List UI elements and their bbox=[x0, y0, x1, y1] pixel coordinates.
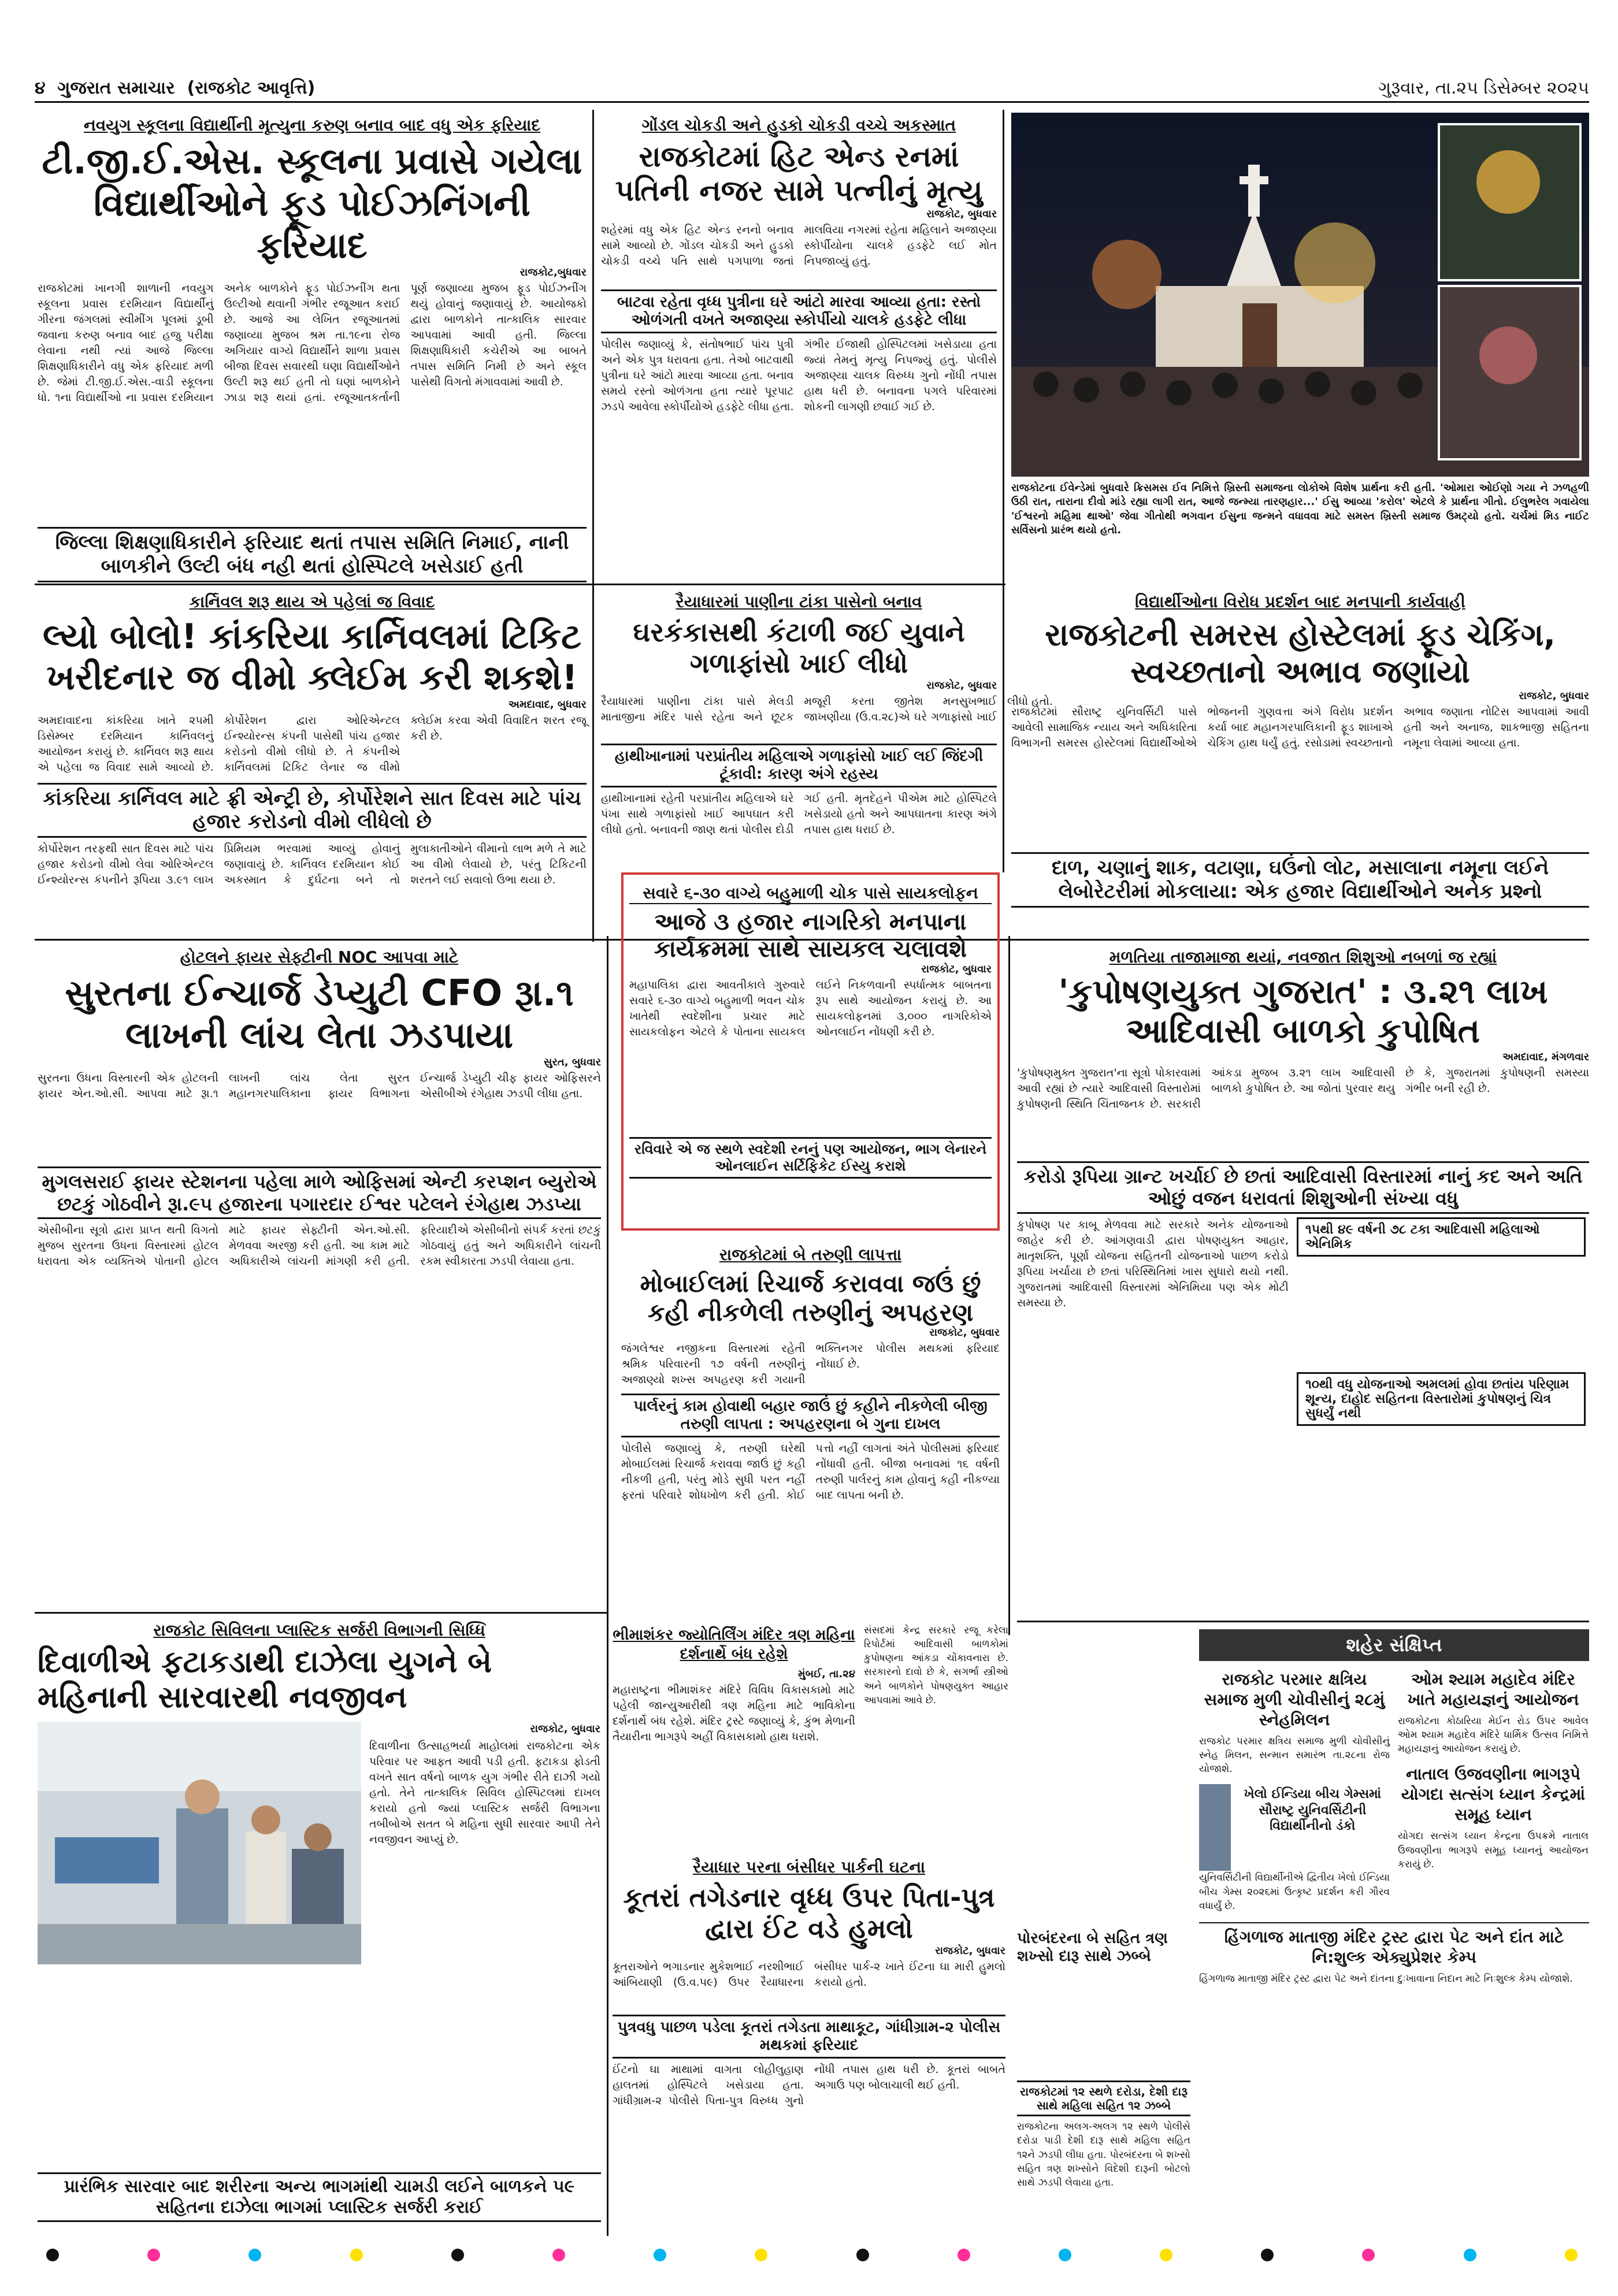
article-body-2: એસીબીના સૂત્રો દ્વારા પ્રાપ્ત થતી વિગતો મુજબ સુરતના ઉધના વિસ્તારમાં હોટલ ધરાવતા એક વ્યક્તિએ પોતાની હોટલ માટે ફાયર સેફ્ટીની એન.ઓ.સી. મેળવવા અરજી કરી હતી. આ કામ માટે અધિકારીએ લાંચની માંગણી કરી હતી. ફરિયાદીએ એસીબીનો સંપર્ક કરતાં છટકું ગોઠવાયું હતું અને અધિકારીને લાંચની રકમ સ્વીકારતા ઝડપી લેવાયા હતા. bbox=[38, 1224, 601, 1268]
column-rule bbox=[592, 110, 594, 942]
article-body: કૂતરાઓને ભગાડનાર મુકેશભાઈ નરશીભાઈ આંબિયાણી (ઉ.વ.૫૯) ઉપર રૈયાધારના બંસીધર પાર્ક-૨ ખાતે ઈંટના ઘા મારી હુમલો કરાયો હતો. bbox=[613, 1960, 1005, 1989]
registration-dot bbox=[755, 2249, 767, 2261]
masthead bbox=[35, 75, 1589, 103]
box-title: ૧૫થી ૪૯ વર્ષની ૭૮ ટકા આદિવાસી મહિલાઓ એનિમિક bbox=[1297, 1217, 1586, 1257]
subheadline: રાજકોટમાં ૧૨ સ્થળે દરોડા, દેશી દારૂ સાથે મહિલા સહિત ૧૨ ઝબ્બે bbox=[1017, 2080, 1190, 2116]
subheadline: જિલ્લા શિક્ષણાધિકારીને ફરિયાદ થતાં તપાસ સમિતિ નિમાઈ, નાની બાળકીને ઉલ્ટી બંધ નહી થતાં હોસ્પિટલે ખસેડાઈ હતી bbox=[38, 527, 587, 582]
christmas-photo-block bbox=[1011, 113, 1589, 581]
article-body-2: પોલીસ જણાવ્યું કે, સંતોષભાઈ પાંચ પુત્રી અને એક પુત્ર ધરાવતા હતા. તેઓ બાટવાથી પુત્રીના ઘરે આંટો મારવા આવ્યા હતા. બનાવ સમયે રસ્તો ઓળંગતા હતા ત્યારે પૂરપાટ ઝડપે આવેલા સ્કોર્પીયોએ હડફેટે લીધા હતા. ગંભીર ઈજાથી હોસ્પિટલમાં ખસેડાયા હતા જ્યાં તેમનું મૃત્યુ નિપજ્યું હતું. પોલીસે અજાણ્યા ચાલક વિરુધ્ધ ગુનો નોંધી તપાસ હાથ ધરી છે. બનાવના પગલે પરિવારમાં શોકની લાગણી છવાઈ ગઈ છે. bbox=[601, 338, 997, 414]
story-liquor-raids bbox=[864, 1623, 1008, 1849]
subheadline: પાર્લરનું કામ હોવાથી બહાર જાઉં છું કહીને નીકળેલી બીજી તરુણી લાપતા : અપહરણના બે ગુના દાખલ bbox=[621, 1394, 1000, 1437]
article-body: સુરતના ઉધના વિસ્તારની એક હોટલની ફાયર એન.ઓ.સી. આપવા માટે રૂા.૧ લાખની લાંચ લેતા સુરત મહાનગરપાલિકાના ફાયર વિભાગના ઈન્ચાર્જ ડેપ્યુટી ચીફ ફાયર ઓફિસરને એસીબીએ રંગેહાથ ઝડપી લીધા હતા. bbox=[38, 1072, 601, 1101]
brief-item-title[interactable]: નાતાલ ઉજવણીના ભાગરૂપે યોગદા સત્સંગ ધ્યાન કેન્દ્રમાં સમૂહ ધ્યાન bbox=[1401, 1764, 1586, 1825]
subheadline: કરોડો રૂપિયા ગ્રાન્ટ ખર્ચાઈ છે છતાં આદિવાસી વિસ્તારમાં નાનું કદ અને અતિ ઓછું વજન ધરાવતાં શિશુઓની સંખ્યા વધુ bbox=[1017, 1161, 1589, 1214]
edition-label: (રાજકોટ આવૃત્તિ) bbox=[187, 78, 316, 98]
headline[interactable]: દિવાળીએ ફટાકડાથી દાઝેલા યુગને બે મહિનાની સારવારથી નવજીવન bbox=[38, 1645, 492, 1715]
brief-item-title[interactable]: રાજકોટ પરમાર ક્ષત્રિય સમાજ મુળી ચોવીસીનું ૨૮મું સ્નેહમિલન bbox=[1204, 1670, 1385, 1729]
headline[interactable]: 'કુપોષણયુક્ત ગુજરાત' : ૩.૨૧ લાખ આદિવાસી બાળકો કુપોષિત bbox=[1058, 972, 1548, 1051]
subheadline: દાળ, ચણાનું શાક, વટાણા, ઘઉંનો લોટ, મસાલાના નમૂના લઈને લેબોરેટરીમાં મોકલાયા: એક હજાર વિદ્યાર્થીઓને અનેક પ્રશ્નો bbox=[1011, 852, 1589, 908]
registration-dot bbox=[147, 2249, 160, 2261]
brief-item-title[interactable]: ઓમ શ્યામ મહાદેવ મંદિર ખાતે મહાયજ્ઞનું આયોજન bbox=[1407, 1670, 1579, 1709]
article-body: રાજકોટના અલગ-અલગ ૧૨ સ્થળે પોલીસે દરોડા પાડી દેશી દારૂ સાથે મહિલા સહિત ૧૨ને ઝડપી લીધા હતા. પોરબંદરના બે શખ્સો સહિત ત્રણ શખ્સોને વિદેશી દારૂની બોટલો સાથે ઝડપી લેવાયા હતા. bbox=[1017, 2121, 1190, 2189]
story-missing-teens bbox=[621, 1242, 1000, 1618]
article-body: રાજકોટમાં ખાનગી શાળાની નવયુગ સ્કૂલના પ્રવાસ દરમિયાન વિદ્યાર્થીનું ગીરના જંગલમાં સ્વીમીંગ પૂલમાં ડૂબી જવાના કરુણ બનાવ બાદ હજુ પરીક્ષા લેવાના નથી ત્યાં આજે જિલ્લા શિક્ષણાધિકારીને વધુ એક ફરિયાદ મળી છે. જેમાં ટી.જી.ઈ.એસ.-વાડી સ્કૂલના ધો. ૧ના વિદ્યાર્થીઓ ના પ્રવાસ દરમિયાન અનેક બાળકોને ફૂડ પોઈઝનીંગ થતા ઉલ્ટીઓ થવાની ગંભીર રજૂઆત કરાઈ છે. આજે આ લેખિત રજૂઆતમાં જણાવ્યા મુજબ શ્રમ તા.૧૯ના રોજ અગિયાર વાગ્યે વિદ્યાર્થીને શાળા પ્રવાસ બીજા દિવસ સવારથી ઘણા વિદ્યાર્થીઓને ઉલ્ટી શરૂ થઈ હતી તો ઘણાં બાળકોને ઝાડા શરૂ થયાં હતાં. રજૂઆતકર્તાની પૂર્ણ જણાવ્યા મુજબ ફૂડ પોઈઝનીંગ થયું હોવાનું જણાવાયું છે. આયોજકો દ્વારા બાળકોને તાત્કાલિક સારવાર આપવામાં આવી હતી. જિલ્લા શિક્ષણાધિકારી કચેરીએ આ બાબતે તપાસ સમિતિ નિમી છે અને સ્કૂલ પાસેથી વિગતો મંગાવવામાં આવી છે. bbox=[38, 282, 587, 404]
column-rule bbox=[607, 936, 608, 2236]
headline[interactable]: રાજકોટમાં હિટ એન્ડ રનમાં પતિની નજર સામે પત્નીનું મૃત્યુ bbox=[615, 140, 983, 207]
brief-item-title[interactable]: હિંગળાજ માતાજી મંદિર ટ્રસ્ટ દ્વારા પેટ અને દાંત માટે નિ:શુલ્ક એક્યુપ્રેશર કેમ્પ bbox=[1199, 1922, 1589, 1967]
article-body-2: કોર્પોરેશન તરફથી સાત દિવસ માટે પાંચ હજાર કરોડનો વીમો લેવા ઓરિએન્ટલ ઈન્શ્યોરન્સ કંપનીને રૂપિયા ૩.૯૧ લાખ પ્રિમિયમ ભરવામાં આવ્યું હોવાનું જણાવાયું છે. કાર્નિવલ દરમિયાન કોઈ અકસ્માત કે દુર્ઘટના બને તો મુલાકાતીઓને વીમાનો લાભ મળે તે માટે આ વીમો લેવાયો છે, પરંતુ ટિકિટની શરતને લઈ સવાલો ઉભા થયા છે. bbox=[38, 842, 587, 887]
church-photo bbox=[1011, 113, 1589, 477]
headline[interactable]: રાજકોટની સમરસ હોસ્ટેલમાં ફૂડ ચેકિંગ, સ્વચ્છતાનો અભાવ જણાયો bbox=[1045, 616, 1556, 690]
dateline: રાજકોટ, બુધવાર bbox=[530, 1722, 600, 1735]
photo-caption: રાજકોટના ઈવેન્ડેમાં બુધવારે ક્રિસમસ ઈવ નિમિત્તે ખ્રિસ્તી સમાજના લોકોએ વિશેષ પ્રાર્થના કરી હતી. 'ઓમારા ઓઈણો ગયા ને ઝળહળી ઉઠી રાત, તારાના દીવો માંડે રહ્યા લાગી રાત, આજે જન્મ્યા તારણહાર...' ઈસુ આવ્યા 'કરોલ' એટલે કે પ્રાર્થના ગીતો. ઈલુભરેલ ગવાયેલા 'ઈશ્વરનો મહિમા થાઓ' જેવા ગીતોથી ભગવાન ઈસુના જન્મને વધાવવા માટે સમસ્ત ખ્રિસ્તી સમાજ ઉમટ્યો હતો. ચર્ચમાં મિડ નાઈટ સર્વિસનો પ્રારંભ થયો હતો. bbox=[1011, 482, 1589, 536]
story-suicide-raiyadhar bbox=[601, 589, 1053, 867]
article-body: 'કુપોષણમુક્ત ગુજરાત'ના સૂત્રો પોકારવામાં આવી રહ્યાં છે ત્યારે આદિવાસી વિસ્તારોમાં કુપોષણની સ્થિતિ ચિંતાજનક છે. સરકારી આંકડા મુજબ ૩.૨૧ લાખ આદિવાસી બાળકો કુપોષિત છે. આ જોતાં પુરવાર થયુ છે કે, ગુજરાતમાં કુપોષણની સમસ્યા ગંભીર બની રહી છે. bbox=[1017, 1066, 1589, 1110]
kicker: નવયુગ સ્કૂલના વિદ્યાર્થીની મૃત્યુના કરુણ બનાવ બાદ વધુ એક ફરિયાદ bbox=[83, 116, 541, 135]
headline[interactable]: ટી.જી.ઈ.એસ. સ્કૂલના પ્રવાસે ગયેલા વિદ્યાર્થીઓને ફૂડ પોઈઝનિંગની ફરિયાદ bbox=[42, 140, 582, 267]
headline[interactable]: પોરબંદરના બે સહિત ત્રણ શખ્સો દારૂ સાથે ઝબ્બે bbox=[1017, 1930, 1168, 1965]
kicker: હોટલને ફાયર સેફ્ટીની NOC આપવા માટે bbox=[180, 948, 459, 967]
dateline: અમદાવાદ, મંગળવાર bbox=[1502, 1050, 1589, 1063]
story-porbandar-liquor bbox=[1017, 1629, 1190, 2236]
article-body: મહાપાલિકા દ્વારા આવતીકાલે ગુરુવારે સવારે ૬-૩૦ વાગ્યે બહુમાળી ભવન ચોક ખાતેથી સ્વદેશીના પ્રચાર માટે સાયકલોફન એટલે કે પોતાના સાયકલ લઈને નિકળવાની સ્પર્ધાત્મક બાબતના રૂપ સાથે આયોજન કરાયું છે. આ સાયકલોફનમાં ૩,૦૦૦ નાગરિકોએ ઓનલાઈન નોંધણી કરી છે. bbox=[629, 979, 992, 1039]
athlete-photo bbox=[1199, 1784, 1231, 1871]
church-illustration bbox=[1011, 113, 1589, 477]
story-plastic-surgery bbox=[38, 1618, 601, 2242]
headline[interactable]: લ્યો બોલો! કાંકરિયા કાર્નિવલમાં ટિકિટ ખરીદનાર જ વીમો ક્લેઈમ કરી શકશે! bbox=[42, 616, 582, 698]
kicker: રૈયાધારમાં પાણીના ટાંકા પાસેનો બનાવ bbox=[676, 592, 922, 611]
brief-item-body: યોગદા સત્સંગ ધ્યાન કેન્દ્રના ઉપક્રમે નાતાલ ઉજવણીના ભાગરૂપે સમૂહ ધ્યાનનું આયોજન કરાયું છે. bbox=[1398, 1830, 1589, 1870]
registration-dot bbox=[1565, 2249, 1578, 2261]
subheadline: પ્રારંભિક સારવાર બાદ શરીરના અન્ય ભાગમાંથી ચામડી લઈને બાળકને ૫૯ સહિતના દાઝેલા ભાગમાં પ્લાસ્ટિક સર્જરી કરાઈ bbox=[38, 2172, 601, 2222]
registration-dot bbox=[1059, 2249, 1071, 2261]
registration-dot bbox=[552, 2249, 565, 2261]
registration-dot bbox=[350, 2249, 363, 2261]
section-rule bbox=[35, 584, 1005, 585]
registration-dot bbox=[1362, 2249, 1375, 2261]
brief-title: શહેર સંક્ષિપ્ત bbox=[1199, 1629, 1589, 1661]
article-body: શહેરમાં વધુ એક હિટ એન્ડ રનનો બનાવ સામે આવ્યો છે. ગોંડલ ચોકડી અને હુડકો ચોકડી વચ્ચે પતિ સાથે પગપાળા જતાં માલવિયા નગરમાં રહેતા મહિલાને અજાણ્યા સ્કોર્પીયોના ચાલકે હડફેટે લઈ મોત નિપજાવ્યું હતું. bbox=[601, 224, 997, 268]
column-rule bbox=[1008, 936, 1010, 1635]
story-malnutrition bbox=[1017, 945, 1589, 1615]
story-school-food-poisoning bbox=[38, 113, 587, 581]
city-brief-section bbox=[1199, 1629, 1589, 2242]
story-surat-cfo-bribe bbox=[38, 945, 601, 1609]
registration-dot bbox=[654, 2249, 666, 2261]
article-body-2: પોલીસે જણાવ્યું કે, તરુણી ઘરેથી મોબાઈલમાં રિચાર્જ કરાવવા જાઉં છું કહી નીકળી હતી, પરંતુ મોડે સુધી પરત નહીં ફરતાં પરિવારે શોધખોળ કરી હતી. કોઈ પત્તો નહીં લાગતાં અંતે પોલીસમાં ફરિયાદ નોંધાવી હતી. બીજા બનાવમાં ૧૬ વર્ષની તરુણી પાર્લરનું કામ હોવાનું કહી નીકળ્યા બાદ લાપતા બની છે. bbox=[621, 1442, 1000, 1502]
dateline: રાજકોટ, બુધવાર bbox=[926, 679, 997, 692]
headline[interactable]: કૂતરાં તગેડનાર વૃધ્ધ ઉપર પિતા-પુત્ર દ્વારા ઈંટ વડે હુમલો bbox=[623, 1882, 995, 1945]
kicker: ગોંડલ ચોકડી અને હુડકો ચોકડી વચ્ચે અકસ્માત bbox=[641, 116, 956, 135]
hospital-photo bbox=[38, 1722, 361, 1964]
registration-dot bbox=[1464, 2249, 1476, 2261]
story-hit-and-run bbox=[601, 113, 997, 581]
kicker: રૈયાધાર પરના બંસીધર પાર્કની ઘટના bbox=[692, 1857, 926, 1877]
article-body: મહારાષ્ટ્રના ભીમાશંકર મંદિરે વિવિધ વિકાસકામો માટે પહેલી જાન્યુઆરીથી ત્રણ મહિના માટે ભાવિકોના દર્શનાર્થે બંધ રહેશે. મંદિર ટ્રસ્ટે જણાવ્યું કે, કુંભ મેળાની તૈયારીના ભાગરૂપે અહીં વિકાસકામો હાથ ધરાશે. bbox=[613, 1684, 855, 1743]
subheadline: હાથીખાનામાં પરપ્રાંતીય મહિલાએ ગળાફાંસો ખાઈ લઈ જિંદગી ટૂંકાવી: કારણ અંગે રહસ્ય bbox=[601, 744, 997, 787]
dateline: અમદાવાદ, બુધવાર bbox=[508, 698, 587, 711]
story-samras-hostel bbox=[1011, 589, 1589, 936]
registration-dot bbox=[856, 2249, 869, 2261]
kicker: રાજકોટમાં બે તરુણી લાપત્તા bbox=[719, 1245, 902, 1264]
headline[interactable]: ઘરકંકાસથી કંટાળી જઈ યુવાને ગળાફાંસો ખાઈ લીધો bbox=[633, 616, 965, 679]
dateline: રાજકોટ, બુધવાર bbox=[1519, 690, 1589, 703]
dateline: સુરત, બુધવાર bbox=[543, 1056, 601, 1069]
article-body bbox=[369, 1722, 600, 1964]
print-registration-marks bbox=[46, 2246, 1578, 2264]
column-rule bbox=[1003, 110, 1004, 872]
subheadline: બાટવા રહેતા વૃધ્ધ પુત્રીના ઘરે આંટો મારવા આવ્યા હતા: રસ્તો ઓળંગતી વખતે અજાણ્યા સ્કોર્પીયો ચાલકે હડફેટે લીધા bbox=[601, 289, 997, 333]
box2-title: ૧૦થી વધુ યોજનાઓ અમલમાં હોવા છતાંય પરિણામ શૂન્ય, દાહોદ સહિતના વિસ્તારોમાં કુપોષણનું ચિત્ર સુધર્યું નથી bbox=[1297, 1372, 1586, 1426]
story-dog-attack bbox=[613, 1855, 1005, 2242]
brief-item-body: રાજકોટના કોઠારિયા મેઈન રોડ ઉપર આવેલ ઓમ શ્યામ મહાદેવ મંદિરે ધાર્મિક ઉત્સવ નિમિત્તે મહાયજ્ઞનું આયોજન કરાયું છે. bbox=[1398, 1715, 1589, 1755]
dateline: રાજકોટ, બુધવાર bbox=[921, 963, 992, 976]
article-body-2: હાથીખાનામાં રહેતી પરપ્રાંતીય મહિલાએ ઘરે પંખા સાથે ગળાફાંસો ખાઈ આપઘાત કરી લીધો હતો. બનાવની જાણ થતાં પોલીસ દોડી ગઈ હતી. મૃતદેહને પીએમ માટે હોસ્પિટલે ખસેડાયો હતો અને આપઘાતના કારણ અંગે તપાસ હાથ ધરાઈ છે. bbox=[601, 792, 997, 836]
headline[interactable]: સુરતના ઈન્ચાર્જ ડેપ્યુટી CFO રૂા.૧ લાખની લાંચ લેતા ઝડપાયા bbox=[65, 972, 574, 1057]
registration-dot bbox=[1261, 2249, 1274, 2261]
registration-dot bbox=[1160, 2249, 1172, 2261]
registration-dot bbox=[958, 2249, 970, 2261]
dateline: રાજકોટ, બુધવાર bbox=[929, 1327, 1000, 1339]
dateline: મુંબઈ, તા.૨૪ bbox=[797, 1668, 855, 1680]
kicker: રાજકોટ સિવિલના પ્લાસ્ટિક સર્જરી વિભાગની સિધ્ધિ bbox=[153, 1621, 485, 1640]
brief-item-body: યુનિવર્સિટીની વિદ્યાર્થીનીએ દ્વિતીય ખેલો ઈન્ડિયા બીચ ગેમ્સ ૨૦૨૬માં ઉત્કૃષ્ટ પ્રદર્શન કરી ગૌરવ વધાર્યું છે. bbox=[1199, 1872, 1390, 1912]
article-body: અમદાવાદના કાંકરિયા ખાતે ૨૫મી ડિસેમ્બર દરમિયાન કાર્નિવલનું આયોજન કરાયું છે. કાર્નિવલ શરૂ થાય એ પહેલા જ વિવાદ સામે આવ્યો છે. કોર્પોરેશન દ્વારા ઓરિએન્ટલ ઈન્શ્યોરન્સ કંપની પાસેથી પાંચ હજાર કરોડનો વીમો લીધો છે. તે કંપનીએ કાર્નિવલમાં ટિકિટ લેનાર જ વીમો ક્લેઈમ કરવા એવી વિવાદિત શરત રજૂ કરી છે. bbox=[38, 714, 587, 774]
page-number: ૪ bbox=[35, 78, 46, 98]
brief-item-body: રાજકોટ પરમાર ક્ષત્રિય સમાજ મુળી ચોવીસીનું સ્નેહ મિલન, સન્માન સમારંભ તા.૨૮ના રોજ યોજાશે. bbox=[1199, 1736, 1390, 1775]
headline[interactable]: મોબાઈલમાં રિચાર્જ કરાવવા જઉં છું કહી નીકળેલી તરુણીનું અપહરણ bbox=[640, 1269, 981, 1327]
dateline: રાજકોટ, બુધવાર bbox=[935, 1944, 1005, 1957]
kicker: મળતિયા તાજામાજા થયાં, નવજાત શિશુઓ નબળાં જ રહ્યાં bbox=[1109, 948, 1497, 967]
registration-dot bbox=[451, 2249, 464, 2261]
paper-name: ગુજરાત સમાચાર bbox=[57, 78, 175, 98]
issue-date: ગુરૂવાર, તા.૨૫ ડિસેમ્બર ૨૦૨૫ bbox=[1378, 78, 1589, 98]
kicker: વિદ્યાર્થીઓના વિરોધ પ્રદર્શન બાદ મનપાની કાર્યવાહી bbox=[1135, 592, 1465, 611]
brief-item-title[interactable]: ખેલો ઈન્ડિયા બીચ ગેમ્સમાં સૌરાષ્ટ્ર યુનિવર્સિટીની વિદ્યાર્થીનીનો ડંકો bbox=[1244, 1787, 1382, 1834]
registration-dot bbox=[46, 2249, 59, 2261]
story-kankaria-carnival bbox=[38, 589, 587, 936]
article-body-2: ઈંટનો ઘા માથામાં વાગતા લોહીલુહાણ હાલતમાં હોસ્પિટલે ખસેડાયા હતા. ગાંધીગ્રામ-૨ પોલીસે પિતા-પુત્ર વિરુધ્ધ ગુનો નોંધી તપાસ હાથ ધરી છે. કૂતરાં બાબતે અગાઉ પણ બોલાચાલી થઈ હતી. bbox=[613, 2063, 1005, 2107]
brief-item-body: હિંગળાજ માતાજી મંદિર ટ્રસ્ટ દ્વારા પેટ અને દાંતના દુઃખાવાના નિદાન માટે નિઃશુલ્ક કેમ્પ યોજાશે. bbox=[1199, 1972, 1573, 1985]
section-rule bbox=[35, 1612, 607, 1614]
subheadline: રવિવારે એ જ સ્થળે સ્વદેશી રનનું પણ આયોજન, ભાગ લેનારને ઓનલાઈન સર્ટિફિકેટ ઈસ્યુ કરાશે bbox=[629, 1137, 992, 1179]
kicker: કાર્નિવલ શરૂ થાય એ પહેલાં જ વિવાદ bbox=[189, 592, 435, 611]
registration-dot bbox=[248, 2249, 261, 2261]
article-body: રાજકોટમાં સૌરાષ્ટ્ર યુનિવર્સિટી પાસે આવેલી સામાજિક ન્યાય અને અધિકારિતા વિભાગની સમરસ હોસ્ટેલમાં વિદ્યાર્થીઓએ ભોજનની ગુણવત્તા અંગે વિરોધ પ્રદર્શન કર્યા બાદ મહાનગરપાલિકાની ફૂડ શાખાએ ચેકિંગ હાથ ધર્યું હતું. રસોડામાં સ્વચ્છતાનો અભાવ જણાતા નોટિસ આપવામાં આવી હતી અને અનાજ, શાકભાજી સહિતના નમૂના લેવામાં આવ્યા હતા. bbox=[1011, 705, 1589, 750]
dateline: રાજકોટ,બુધવાર bbox=[519, 266, 587, 279]
subheadline: કાંકરિયા કાર્નિવલ માટે ફ્રી એન્ટ્રી છે, કોર્પોરેશને સાત દિવસ માટે પાંચ હજાર કરોડનો વીમો લીધેલો છે bbox=[38, 783, 587, 838]
article-body-2: કુપોષણ પર કાબૂ મેળવવા માટે સરકારે અનેક યોજનાઓ જાહેર કરી છે. આંગણવાડી દ્વારા પોષણયુક્ત આહાર, માતૃશક્તિ, પૂર્ણા યોજના સહિતની યોજનાઓ પાછળ કરોડો રૂપિયા ખર્ચાયા છે છતાં પરિસ્થિતિમાં ખાસ સુધારો થયો નથી. ગુજરાતમાં આદિવાસી વિસ્તારમાં એનિમિયા પણ એક મોટી સમસ્યા છે. bbox=[1017, 1218, 1289, 1309]
article-body: જંગલેશ્વર નજીકના વિસ્તારમાં રહેતી શ્રમિક પરિવારની ૧૭ વર્ષની તરુણીનું અજાણ્યો શખ્સ અપહરણ કરી ગયાની ભક્તિનગર પોલીસ મથકમાં ફરિયાદ નોંધાઈ છે. bbox=[621, 1342, 1000, 1387]
section-rule bbox=[1017, 1621, 1589, 1622]
article-body: રૈયાધારમાં પાણીના ટાંકા પાસે મેલડી માતાજીના મંદિર પાસે રહેતા અને છૂટક મજૂરી કરતા જીતેશ મનસુખભાઈ જાખણીયા (ઉ.વ.૨૮)એ ઘરે ગળાફાંસો ખાઈ લીધો હતો. bbox=[601, 694, 1053, 723]
headline[interactable]: આજે ૩ હજાર નાગરિકો મનપાના કાર્યક્રમમાં સાથે સાયકલ ચલાવશે bbox=[654, 909, 967, 963]
dateline: રાજકોટ, બુધવાર bbox=[926, 208, 997, 220]
kicker: ભીમાશંકર જ્યોતિર્લિંગ મંદિર ત્રણ મહિના દર્શનાર્થે બંધ રહેશે bbox=[613, 1626, 855, 1663]
subheadline: મુગલસરાઈ ફાયર સ્ટેશનના પહેલા માળે ઓફિસમાં એન્ટી કરપ્શન બ્યુરોએ છટકું ગોઠવીને રૂા.૯૫ હજારના પગારદાર ઈશ્વર પટેલને રંગેહાથ ઝડપ્યા bbox=[38, 1166, 601, 1219]
story-cyclothon bbox=[621, 872, 1000, 1231]
article-body: સંસદમાં કેન્દ્ર સરકારે રજૂ કરેલા રિપોર્ટમાં આદિવાસી બાળકોમાં કુપોષણના આંકડા ચોંકાવનારા છે. સરકારનો દાવો છે કે, સગર્ભા સ્ત્રીઓ અને બાળકોને પોષણયુક્ત આહાર આપવામાં આવે છે. bbox=[864, 1625, 1008, 1706]
article-text: દિવાળીના ઉત્સાહભર્યા માહોલમાં રાજકોટના એક પરિવાર પર આફત આવી પડી હતી. ફટાકડા ફોડતી વખતે સાત વર્ષનો બાળક યુગ ગંભીર રીતે દાઝી ગયો હતો. તેને તાત્કાલિક સિવિલ હોસ્પિટલમાં દાખલ કરાયો હતો જ્યાં પ્લાસ્ટિક સર્જરી વિભાગના તબીબોએ સતત બે મહિના સુધી સારવાર આપી તેને નવજીવન આપ્યું છે. bbox=[369, 1740, 600, 1847]
kicker: સવારે ૬-૩૦ વાગ્યે બહુમાળી ચોક પાસે સાયકલોફન bbox=[629, 883, 992, 904]
subheadline: પુત્રવધુ પાછળ પડેલા કૂતરાં તગેડતા માથાકૂટ, ગાંધીગ્રામ-૨ પોલીસ મથકમાં ફરિયાદ bbox=[613, 2015, 1005, 2059]
hospital-illustration bbox=[38, 1722, 361, 1964]
story-bhimashankar bbox=[613, 1623, 855, 1849]
